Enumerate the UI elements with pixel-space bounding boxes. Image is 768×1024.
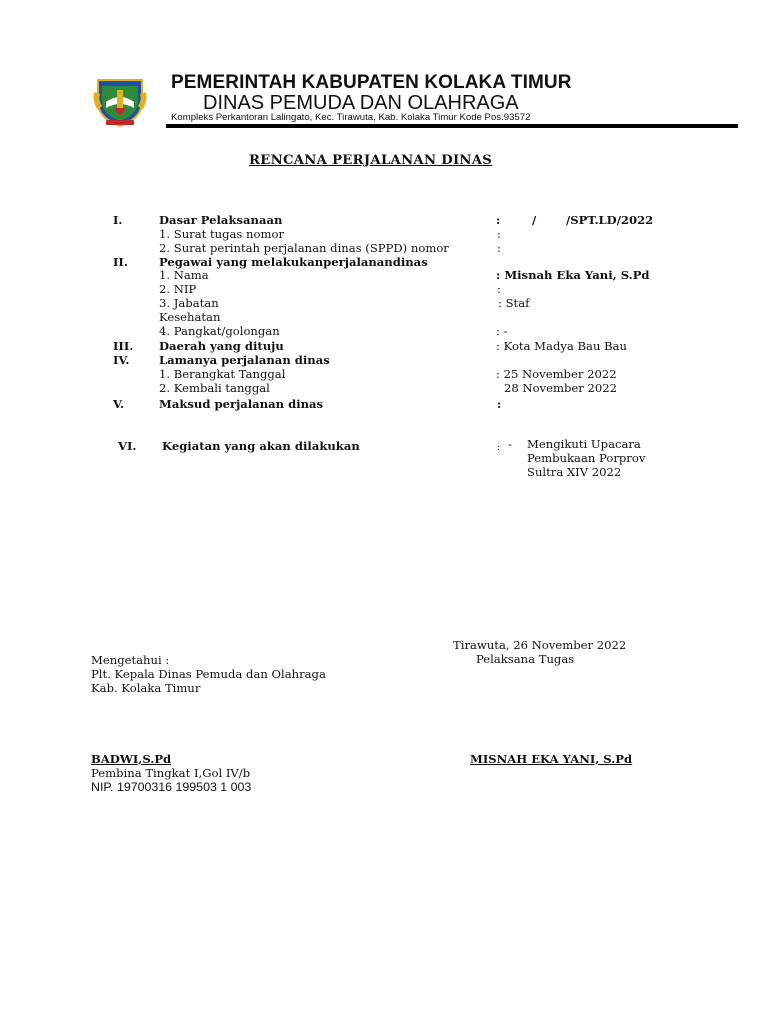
section-2-item-4-value: : - xyxy=(496,324,508,338)
section-4-item-1: 1. Berangkat Tanggal xyxy=(159,367,286,381)
section-2-number: II. xyxy=(113,255,128,269)
place-date: Tirawuta, 26 November 2022 xyxy=(453,638,627,652)
section-5-number: V. xyxy=(113,397,125,411)
letterhead-department: DINAS PEMUDA DAN OLAHRAGA xyxy=(203,92,519,114)
section-1-value: /SPT.LD/2022 xyxy=(566,213,654,227)
section-3-label: Daerah yang dituju xyxy=(159,339,284,353)
section-2-label: Pegawai yang melakukanperjalanandinas xyxy=(159,255,428,269)
section-1-slash: / xyxy=(532,213,537,227)
right-signer-name: MISNAH EKA YANI, S.Pd xyxy=(470,752,633,766)
letterhead-government: PEMERINTAH KABUPATEN KOLAKA TIMUR xyxy=(171,72,572,93)
left-signer-name: BADWI,S.Pd xyxy=(91,752,172,766)
section-4-item-1-value: : 25 November 2022 xyxy=(496,367,617,381)
letterhead-address: Kompleks Perkantoran Lalingato, Kec. Tirawuta, Kab. Kolaka Timur Kode Pos.93572 xyxy=(171,112,531,123)
section-2-item-1-value: : Misnah Eka Yani, S.Pd xyxy=(496,268,650,282)
section-2-item-2: 2. NIP xyxy=(159,282,197,296)
document-title: RENCANA PERJALANAN DINAS xyxy=(249,153,493,168)
section-1-item-1: 1. Surat tugas nomor xyxy=(159,227,285,241)
section-1-number: I. xyxy=(113,213,123,227)
right-signer-role: Pelaksana Tugas xyxy=(476,652,575,666)
section-2-item-3-value: : Staf xyxy=(498,296,530,310)
section-2-item-3-cont: Kesehatan xyxy=(159,310,221,324)
section-6-line-3: Sultra XIV 2022 xyxy=(527,465,622,479)
section-4-item-2: 2. Kembali tanggal xyxy=(159,381,270,395)
letterhead-divider xyxy=(166,124,738,128)
section-6-line-1: Mengikuti Upacara xyxy=(527,437,641,451)
section-6-bullet: - xyxy=(508,437,512,451)
left-signer-office: Plt. Kepala Dinas Pemuda dan Olahraga xyxy=(91,667,326,681)
section-5-label: Maksud perjalanan dinas xyxy=(159,397,324,411)
acknowledged-label: Mengetahui : xyxy=(91,653,170,667)
section-6-line-2: Pembukaan Porprov xyxy=(527,451,646,465)
section-1-item-1-colon: : xyxy=(497,227,501,241)
section-2-item-4: 4. Pangkat/golongan xyxy=(159,324,280,338)
section-4-item-2-value: 28 November 2022 xyxy=(504,381,617,395)
section-3-number: III. xyxy=(113,339,134,353)
section-4-label: Lamanya perjalanan dinas xyxy=(159,353,330,367)
section-2-item-3: 3. Jabatan xyxy=(159,296,219,310)
section-3-value: : Kota Madya Bau Bau xyxy=(496,339,628,353)
section-2-item-2-value: : xyxy=(497,282,501,296)
left-signer-rank: Pembina Tingkat I,Gol IV/b xyxy=(91,766,251,780)
section-1-item-2-colon: : xyxy=(497,241,501,255)
regency-crest-icon xyxy=(92,72,148,128)
left-signer-nip: NIP. 19700316 199503 1 003 xyxy=(91,780,252,794)
section-1-label: Dasar Pelaksanaan xyxy=(159,213,283,227)
section-1-colon: : xyxy=(496,213,501,227)
section-2-item-1: 1. Nama xyxy=(159,268,209,282)
section-1-item-2: 2. Surat perintah perjalanan dinas (SPPD) nomor xyxy=(159,241,449,255)
section-5-colon: : xyxy=(497,397,502,411)
section-6-label: Kegiatan yang akan dilakukan xyxy=(162,439,360,453)
section-6-colon: : xyxy=(497,443,501,453)
left-signer-region: Kab. Kolaka Timur xyxy=(91,681,201,695)
section-4-number: IV. xyxy=(113,353,130,367)
section-6-number: VI. xyxy=(118,439,137,453)
